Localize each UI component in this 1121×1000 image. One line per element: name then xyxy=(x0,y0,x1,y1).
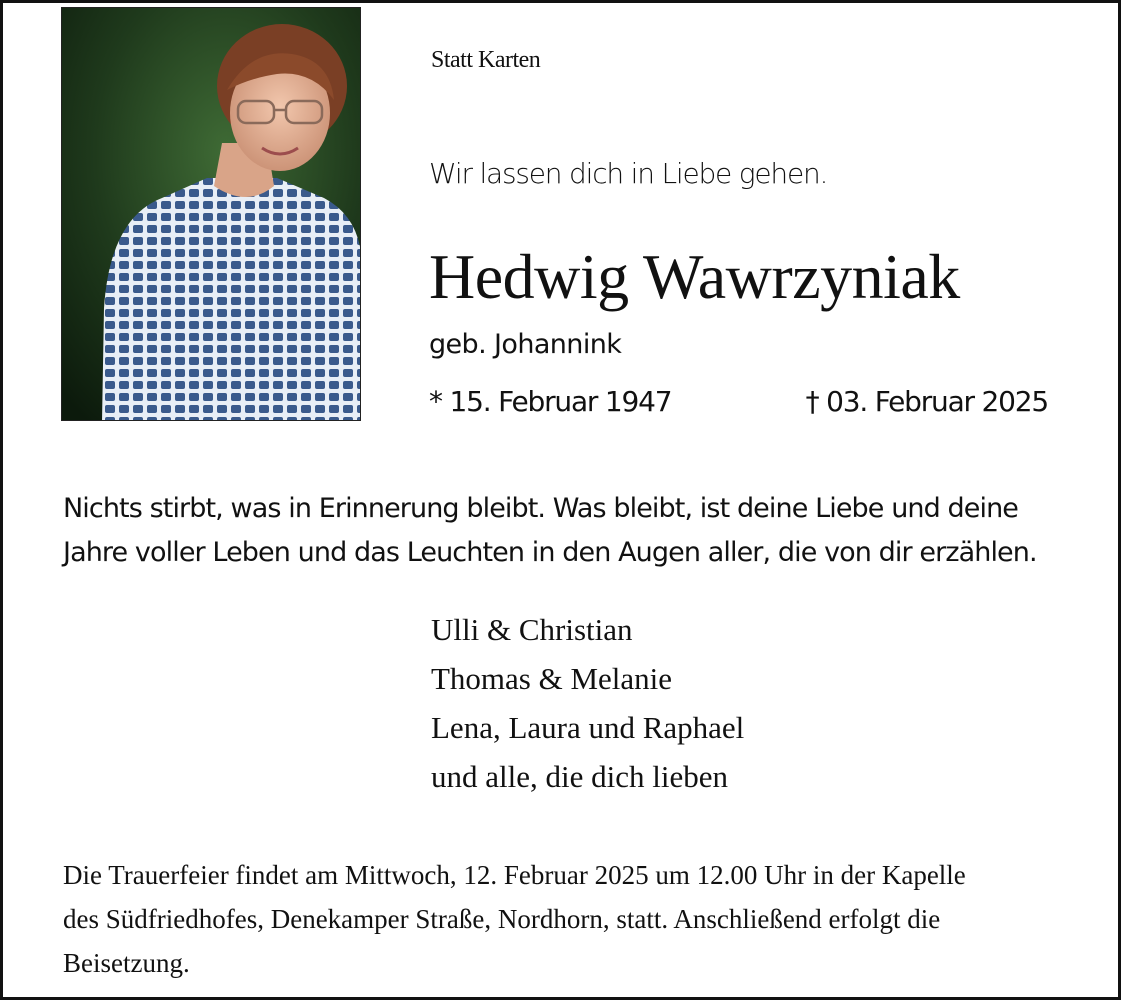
mourner-line: Lena, Laura und Raphael xyxy=(431,710,745,745)
maiden-name: geb. Johannink xyxy=(429,329,622,360)
mourner-line: Ulli & Christian xyxy=(431,612,633,647)
deceased-name: Hedwig Wawrzyniak xyxy=(429,241,960,312)
service-line: des Südfriedhofes, Denekamper Straße, Nordhorn, statt. Anschließend erfolgt die xyxy=(63,904,941,934)
portrait-photo xyxy=(61,7,361,421)
header-note: Statt Karten xyxy=(431,47,541,73)
death-date: † 03. Februar 2025 xyxy=(805,385,1048,418)
mourner-line: und alle, die dich lieben xyxy=(431,759,728,794)
service-line: Beisetzung. xyxy=(63,948,190,978)
mourner-line: Thomas & Melanie xyxy=(431,661,673,696)
birth-date: * 15. Februar 1947 xyxy=(429,385,672,418)
memorial-quote xyxy=(63,487,1073,575)
mourners-list xyxy=(431,605,744,801)
service-line: Die Trauerfeier findet am Mittwoch, 12. Februar 2025 um 12.00 Uhr in der Kapelle xyxy=(63,860,966,890)
quote-line: Nichts stirbt, was in Erinnerung bleibt. Was bleibt, ist deine Liebe und deine xyxy=(63,493,1019,524)
quote-line: Jahre voller Leben und das Leuchten in den Augen aller, die von dir erzählen. xyxy=(63,537,1037,568)
motto: Wir lassen dich in Liebe gehen. xyxy=(429,157,828,190)
funeral-service-info xyxy=(63,853,1073,985)
